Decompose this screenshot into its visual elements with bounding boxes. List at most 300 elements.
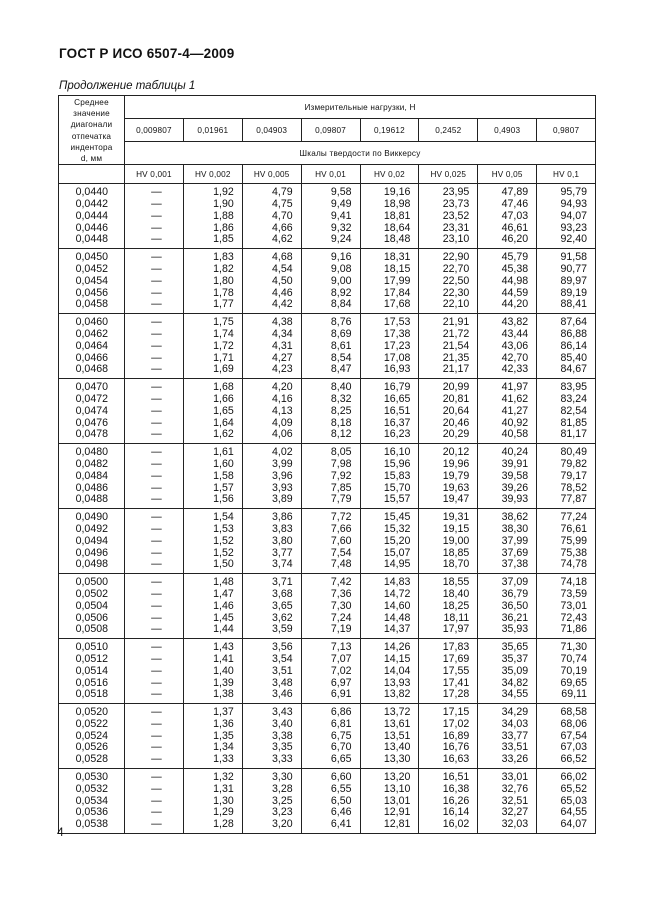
hardness-value: 8,61 [301,341,360,353]
hardness-value: 4,70 [242,211,301,223]
hardness-value: 39,93 [478,494,537,508]
hardness-value: 21,54 [419,341,478,353]
diagonal-value: 0,0468 [59,364,125,378]
hardness-value: 14,48 [360,613,419,625]
hardness-value: 1,30 [183,796,242,808]
hardness-value: 9,58 [301,184,360,199]
hardness-value: 89,19 [537,288,596,300]
diagonal-value: 0,0442 [59,199,125,211]
hardness-value: 1,40 [183,666,242,678]
hardness-value: 17,97 [419,624,478,638]
hardness-value: 36,21 [478,613,537,625]
diagonal-value: 0,0526 [59,742,125,754]
hardness-value: 7,92 [301,471,360,483]
hardness-value: 6,41 [301,819,360,833]
diagonal-value: 0,0470 [59,379,125,394]
diagonal-value: 0,0472 [59,394,125,406]
hardness-value: 16,14 [419,807,478,819]
hardness-value: 74,18 [537,574,596,589]
hardness-value: 3,77 [242,548,301,560]
hardness-value: 3,83 [242,524,301,536]
hardness-value: 3,74 [242,559,301,573]
hardness-value: 16,26 [419,796,478,808]
load-value: 0,19612 [360,119,419,142]
hardness-value: 40,24 [478,444,537,459]
hardness-value: 86,14 [537,341,596,353]
table-row [59,211,596,223]
hardness-value: 1,58 [183,471,242,483]
hardness-value: 1,48 [183,574,242,589]
diagonal-value: 0,0456 [59,288,125,300]
hardness-value: 1,34 [183,742,242,754]
hardness-value: 19,47 [419,494,478,508]
hardness-value: — [125,796,184,808]
hardness-value: 4,27 [242,353,301,365]
hardness-value: 20,64 [419,406,478,418]
hardness-value: 19,15 [419,524,478,536]
table-row [59,639,596,654]
diagonal-value: 0,0496 [59,548,125,560]
hardness-value: 8,32 [301,394,360,406]
hardness-value: 8,76 [301,314,360,329]
table-row [59,379,596,394]
hardness-value: 3,43 [242,704,301,719]
hardness-value: 1,37 [183,704,242,719]
hardness-value: 81,85 [537,418,596,430]
hardness-value: 14,95 [360,559,419,573]
hardness-value: 13,10 [360,784,419,796]
hardness-value: 34,82 [478,678,537,690]
hardness-value: 20,81 [419,394,478,406]
hardness-value: 18,40 [419,589,478,601]
hardness-value: 35,09 [478,666,537,678]
hardness-value: 47,03 [478,211,537,223]
diagonal-value: 0,0462 [59,329,125,341]
hardness-value: 19,31 [419,509,478,524]
hardness-value: 65,52 [537,784,596,796]
diagonal-value: 0,0538 [59,819,125,833]
hardness-value: — [125,654,184,666]
hardness-value: 23,52 [419,211,478,223]
hardness-value: 18,48 [360,234,419,248]
hardness-value: — [125,299,184,313]
hardness-value: 45,38 [478,264,537,276]
hardness-value: 34,55 [478,689,537,703]
diagonal-value: 0,0486 [59,483,125,495]
hardness-value: 34,29 [478,704,537,719]
diagonal-value: 0,0506 [59,613,125,625]
hardness-value: 1,78 [183,288,242,300]
hardness-value: 23,31 [419,223,478,235]
hardness-value: 1,46 [183,601,242,613]
table-row [59,314,596,329]
hardness-value: 1,68 [183,379,242,394]
hardness-value: 79,82 [537,459,596,471]
hardness-value: 6,65 [301,754,360,768]
hardness-value: 1,60 [183,459,242,471]
table-header [59,96,596,184]
hardness-value: 9,41 [301,211,360,223]
hardness-value: 16,38 [419,784,478,796]
hardness-value: 3,99 [242,459,301,471]
hardness-value: — [125,379,184,394]
table-row [59,471,596,483]
hardness-value: — [125,353,184,365]
hardness-value: 34,03 [478,719,537,731]
hardness-value: 3,33 [242,754,301,768]
load-value: 0,2452 [419,119,478,142]
hardness-value: 1,43 [183,639,242,654]
hardness-value: 21,72 [419,329,478,341]
hardness-value: 3,28 [242,784,301,796]
load-value: 0,009807 [125,119,184,142]
hardness-value: 16,37 [360,418,419,430]
hardness-value: 6,81 [301,719,360,731]
hardness-value: 16,63 [419,754,478,768]
hardness-value: 46,61 [478,223,537,235]
hardness-value: 17,55 [419,666,478,678]
diagonal-value: 0,0502 [59,589,125,601]
table-row [59,341,596,353]
hardness-value: 1,61 [183,444,242,459]
hardness-value: 92,40 [537,234,596,248]
row-header-line: Среднее [74,98,109,107]
hardness-value: — [125,341,184,353]
hardness-value: 65,03 [537,796,596,808]
table-row [59,406,596,418]
hardness-value: 13,40 [360,742,419,754]
diagonal-value: 0,0534 [59,796,125,808]
hardness-value: 1,72 [183,341,242,353]
hardness-value: 17,41 [419,678,478,690]
hardness-value: 7,60 [301,536,360,548]
document-title: ГОСТ Р ИСО 6507-4—2009 [59,46,235,61]
hardness-value: 90,77 [537,264,596,276]
hardness-value: 33,77 [478,731,537,743]
hardness-value: 1,28 [183,819,242,833]
hardness-value: 41,27 [478,406,537,418]
table-row [59,624,596,638]
hardness-value: 1,71 [183,353,242,365]
hardness-value: 91,58 [537,249,596,264]
hardness-value: 44,98 [478,276,537,288]
hardness-value: 7,98 [301,459,360,471]
hardness-value: 1,75 [183,314,242,329]
diagonal-value: 0,0450 [59,249,125,264]
hardness-value: 4,38 [242,314,301,329]
hardness-value: 13,30 [360,754,419,768]
diagonal-value: 0,0444 [59,211,125,223]
hardness-value: 73,01 [537,601,596,613]
hardness-value: 72,43 [537,613,596,625]
hardness-value: 64,55 [537,807,596,819]
table-row [59,601,596,613]
table-row [59,364,596,378]
hardness-value: — [125,819,184,833]
row-header-line: индентора [70,142,113,152]
hardness-value: 13,51 [360,731,419,743]
hardness-value: 1,44 [183,624,242,638]
hardness-value: 7,07 [301,654,360,666]
scale-label: HV 0,005 [242,165,301,184]
hardness-value: 3,46 [242,689,301,703]
hardness-value: 44,59 [478,288,537,300]
diagonal-value: 0,0536 [59,807,125,819]
diagonal-value: 0,0464 [59,341,125,353]
hardness-value: 41,97 [478,379,537,394]
hardness-value: 23,10 [419,234,478,248]
table-body [59,184,596,834]
hardness-value: 17,84 [360,288,419,300]
hardness-value: 14,83 [360,574,419,589]
hardness-value: 18,70 [419,559,478,573]
hardness-value: — [125,731,184,743]
hardness-value: — [125,364,184,378]
hardness-value: 4,23 [242,364,301,378]
hardness-value: 68,06 [537,719,596,731]
hardness-value: 15,32 [360,524,419,536]
hardness-value: 3,51 [242,666,301,678]
table-row [59,769,596,784]
hardness-value: 88,41 [537,299,596,313]
hardness-value: — [125,394,184,406]
hardness-value: 70,74 [537,654,596,666]
hardness-value: 3,25 [242,796,301,808]
hardness-value: 41,62 [478,394,537,406]
hardness-value: 77,87 [537,494,596,508]
hardness-value: 43,06 [478,341,537,353]
hardness-value: 4,54 [242,264,301,276]
hardness-value: 40,58 [478,429,537,443]
table-row [59,444,596,459]
hardness-value: 3,48 [242,678,301,690]
hardness-value: 7,72 [301,509,360,524]
table-row [59,329,596,341]
diagonal-value: 0,0460 [59,314,125,329]
hardness-value: 6,70 [301,742,360,754]
hardness-value: — [125,406,184,418]
hardness-value: 35,37 [478,654,537,666]
table-row [59,784,596,796]
table-row [59,249,596,264]
hardness-value: 1,57 [183,483,242,495]
diagonal-value: 0,0492 [59,524,125,536]
hardness-value: 74,78 [537,559,596,573]
hardness-value: 64,07 [537,819,596,833]
load-value: 0,04903 [242,119,301,142]
hardness-value: 17,83 [419,639,478,654]
hardness-value: 83,24 [537,394,596,406]
hardness-value: 1,52 [183,548,242,560]
table-row [59,719,596,731]
hardness-value: — [125,234,184,248]
hardness-value: 82,54 [537,406,596,418]
hardness-value: 3,20 [242,819,301,833]
hardness-value: 7,36 [301,589,360,601]
hardness-value: 17,23 [360,341,419,353]
hardness-value: 1,31 [183,784,242,796]
hardness-value: 4,75 [242,199,301,211]
hardness-value: 6,55 [301,784,360,796]
hardness-value: — [125,769,184,784]
hardness-value: 4,16 [242,394,301,406]
diagonal-column-header [59,96,125,165]
scale-label: HV 0,025 [419,165,478,184]
scale-label: HV 0,1 [537,165,596,184]
hardness-value: 1,32 [183,769,242,784]
hardness-value: 22,30 [419,288,478,300]
hardness-value: 86,88 [537,329,596,341]
hardness-value: 1,69 [183,364,242,378]
hardness-value: 22,10 [419,299,478,313]
hardness-value: 1,88 [183,211,242,223]
hardness-value: 71,30 [537,639,596,654]
hardness-value: 18,11 [419,613,478,625]
hardness-value: — [125,624,184,638]
hardness-value: 7,13 [301,639,360,654]
hardness-value: — [125,784,184,796]
hardness-value: — [125,754,184,768]
hardness-value: 70,19 [537,666,596,678]
hardness-value: 18,85 [419,548,478,560]
hardness-value: 18,98 [360,199,419,211]
hardness-value: — [125,524,184,536]
hardness-value: 71,86 [537,624,596,638]
table-row [59,536,596,548]
hardness-value: 32,76 [478,784,537,796]
table-row [59,184,596,199]
hardness-value: — [125,288,184,300]
hardness-value: 15,83 [360,471,419,483]
diagonal-value: 0,0510 [59,639,125,654]
diagonal-value: 0,0478 [59,429,125,443]
hardness-value: — [125,601,184,613]
diagonal-value: 0,0494 [59,536,125,548]
hardness-value: 16,10 [360,444,419,459]
table-row [59,589,596,601]
hardness-value: 1,86 [183,223,242,235]
table-row [59,459,596,471]
hardness-value: 20,29 [419,429,478,443]
hardness-value: 7,48 [301,559,360,573]
hardness-value: 44,20 [478,299,537,313]
hardness-value: 37,38 [478,559,537,573]
hardness-value: 78,52 [537,483,596,495]
hardness-value: 19,00 [419,536,478,548]
hardness-value: 15,45 [360,509,419,524]
diagonal-value: 0,0524 [59,731,125,743]
hardness-value: 33,51 [478,742,537,754]
hardness-value: — [125,742,184,754]
table-row [59,666,596,678]
hardness-value: — [125,471,184,483]
hardness-value: 4,20 [242,379,301,394]
hardness-value: 83,95 [537,379,596,394]
hardness-value: 14,26 [360,639,419,654]
hardness-value: — [125,548,184,560]
hardness-value: 66,52 [537,754,596,768]
diagonal-value: 0,0490 [59,509,125,524]
hardness-value: 4,31 [242,341,301,353]
hardness-value: 17,69 [419,654,478,666]
hardness-value: 1,41 [183,654,242,666]
hardness-value: 76,61 [537,524,596,536]
hardness-value: 8,18 [301,418,360,430]
hardness-value: 81,17 [537,429,596,443]
hardness-value: 67,54 [537,731,596,743]
hardness-value: — [125,536,184,548]
hardness-value: 14,60 [360,601,419,613]
hardness-value: 13,20 [360,769,419,784]
hardness-value: 16,76 [419,742,478,754]
hardness-value: 1,62 [183,429,242,443]
hardness-value: — [125,807,184,819]
hardness-value: 8,12 [301,429,360,443]
hardness-value: 47,89 [478,184,537,199]
hardness-value: — [125,459,184,471]
hardness-value: 7,79 [301,494,360,508]
diagonal-header-tail [59,165,125,184]
hardness-value: 3,65 [242,601,301,613]
hardness-value: 8,84 [301,299,360,313]
table-row [59,819,596,833]
hardness-value: 18,25 [419,601,478,613]
hardness-value: 22,50 [419,276,478,288]
hardness-value: 45,79 [478,249,537,264]
hardness-value: 3,54 [242,654,301,666]
diagonal-value: 0,0466 [59,353,125,365]
hardness-value: 37,69 [478,548,537,560]
vickers-hardness-table [58,95,596,834]
hardness-value: — [125,211,184,223]
table-row [59,654,596,666]
hardness-value: 7,24 [301,613,360,625]
loads-row [59,119,596,142]
hardness-value: 3,35 [242,742,301,754]
hardness-value: 9,32 [301,223,360,235]
hardness-value: 7,54 [301,548,360,560]
hardness-value: — [125,719,184,731]
diagonal-value: 0,0452 [59,264,125,276]
diagonal-value: 0,0516 [59,678,125,690]
diagonal-value: 0,0480 [59,444,125,459]
hardness-value: 3,71 [242,574,301,589]
hardness-value: 16,02 [419,819,478,833]
hardness-value: 85,40 [537,353,596,365]
hardness-value: 73,59 [537,589,596,601]
hardness-value: 3,23 [242,807,301,819]
row-header-line: диагонали [70,120,113,130]
hardness-value: 33,26 [478,754,537,768]
hardness-value: 16,89 [419,731,478,743]
hardness-value: 6,50 [301,796,360,808]
hardness-value: 3,93 [242,483,301,495]
hardness-value: 1,74 [183,329,242,341]
hardness-value: 3,40 [242,719,301,731]
hardness-value: 39,26 [478,483,537,495]
hardness-value: — [125,574,184,589]
hardness-value: 9,00 [301,276,360,288]
hardness-value: 22,90 [419,249,478,264]
hardness-value: — [125,559,184,573]
diagonal-value: 0,0512 [59,654,125,666]
hardness-value: — [125,666,184,678]
hardness-value: 40,92 [478,418,537,430]
hardness-value: 22,70 [419,264,478,276]
scale-label: HV 0,02 [360,165,419,184]
hardness-value: 18,15 [360,264,419,276]
hardness-value: 15,07 [360,548,419,560]
